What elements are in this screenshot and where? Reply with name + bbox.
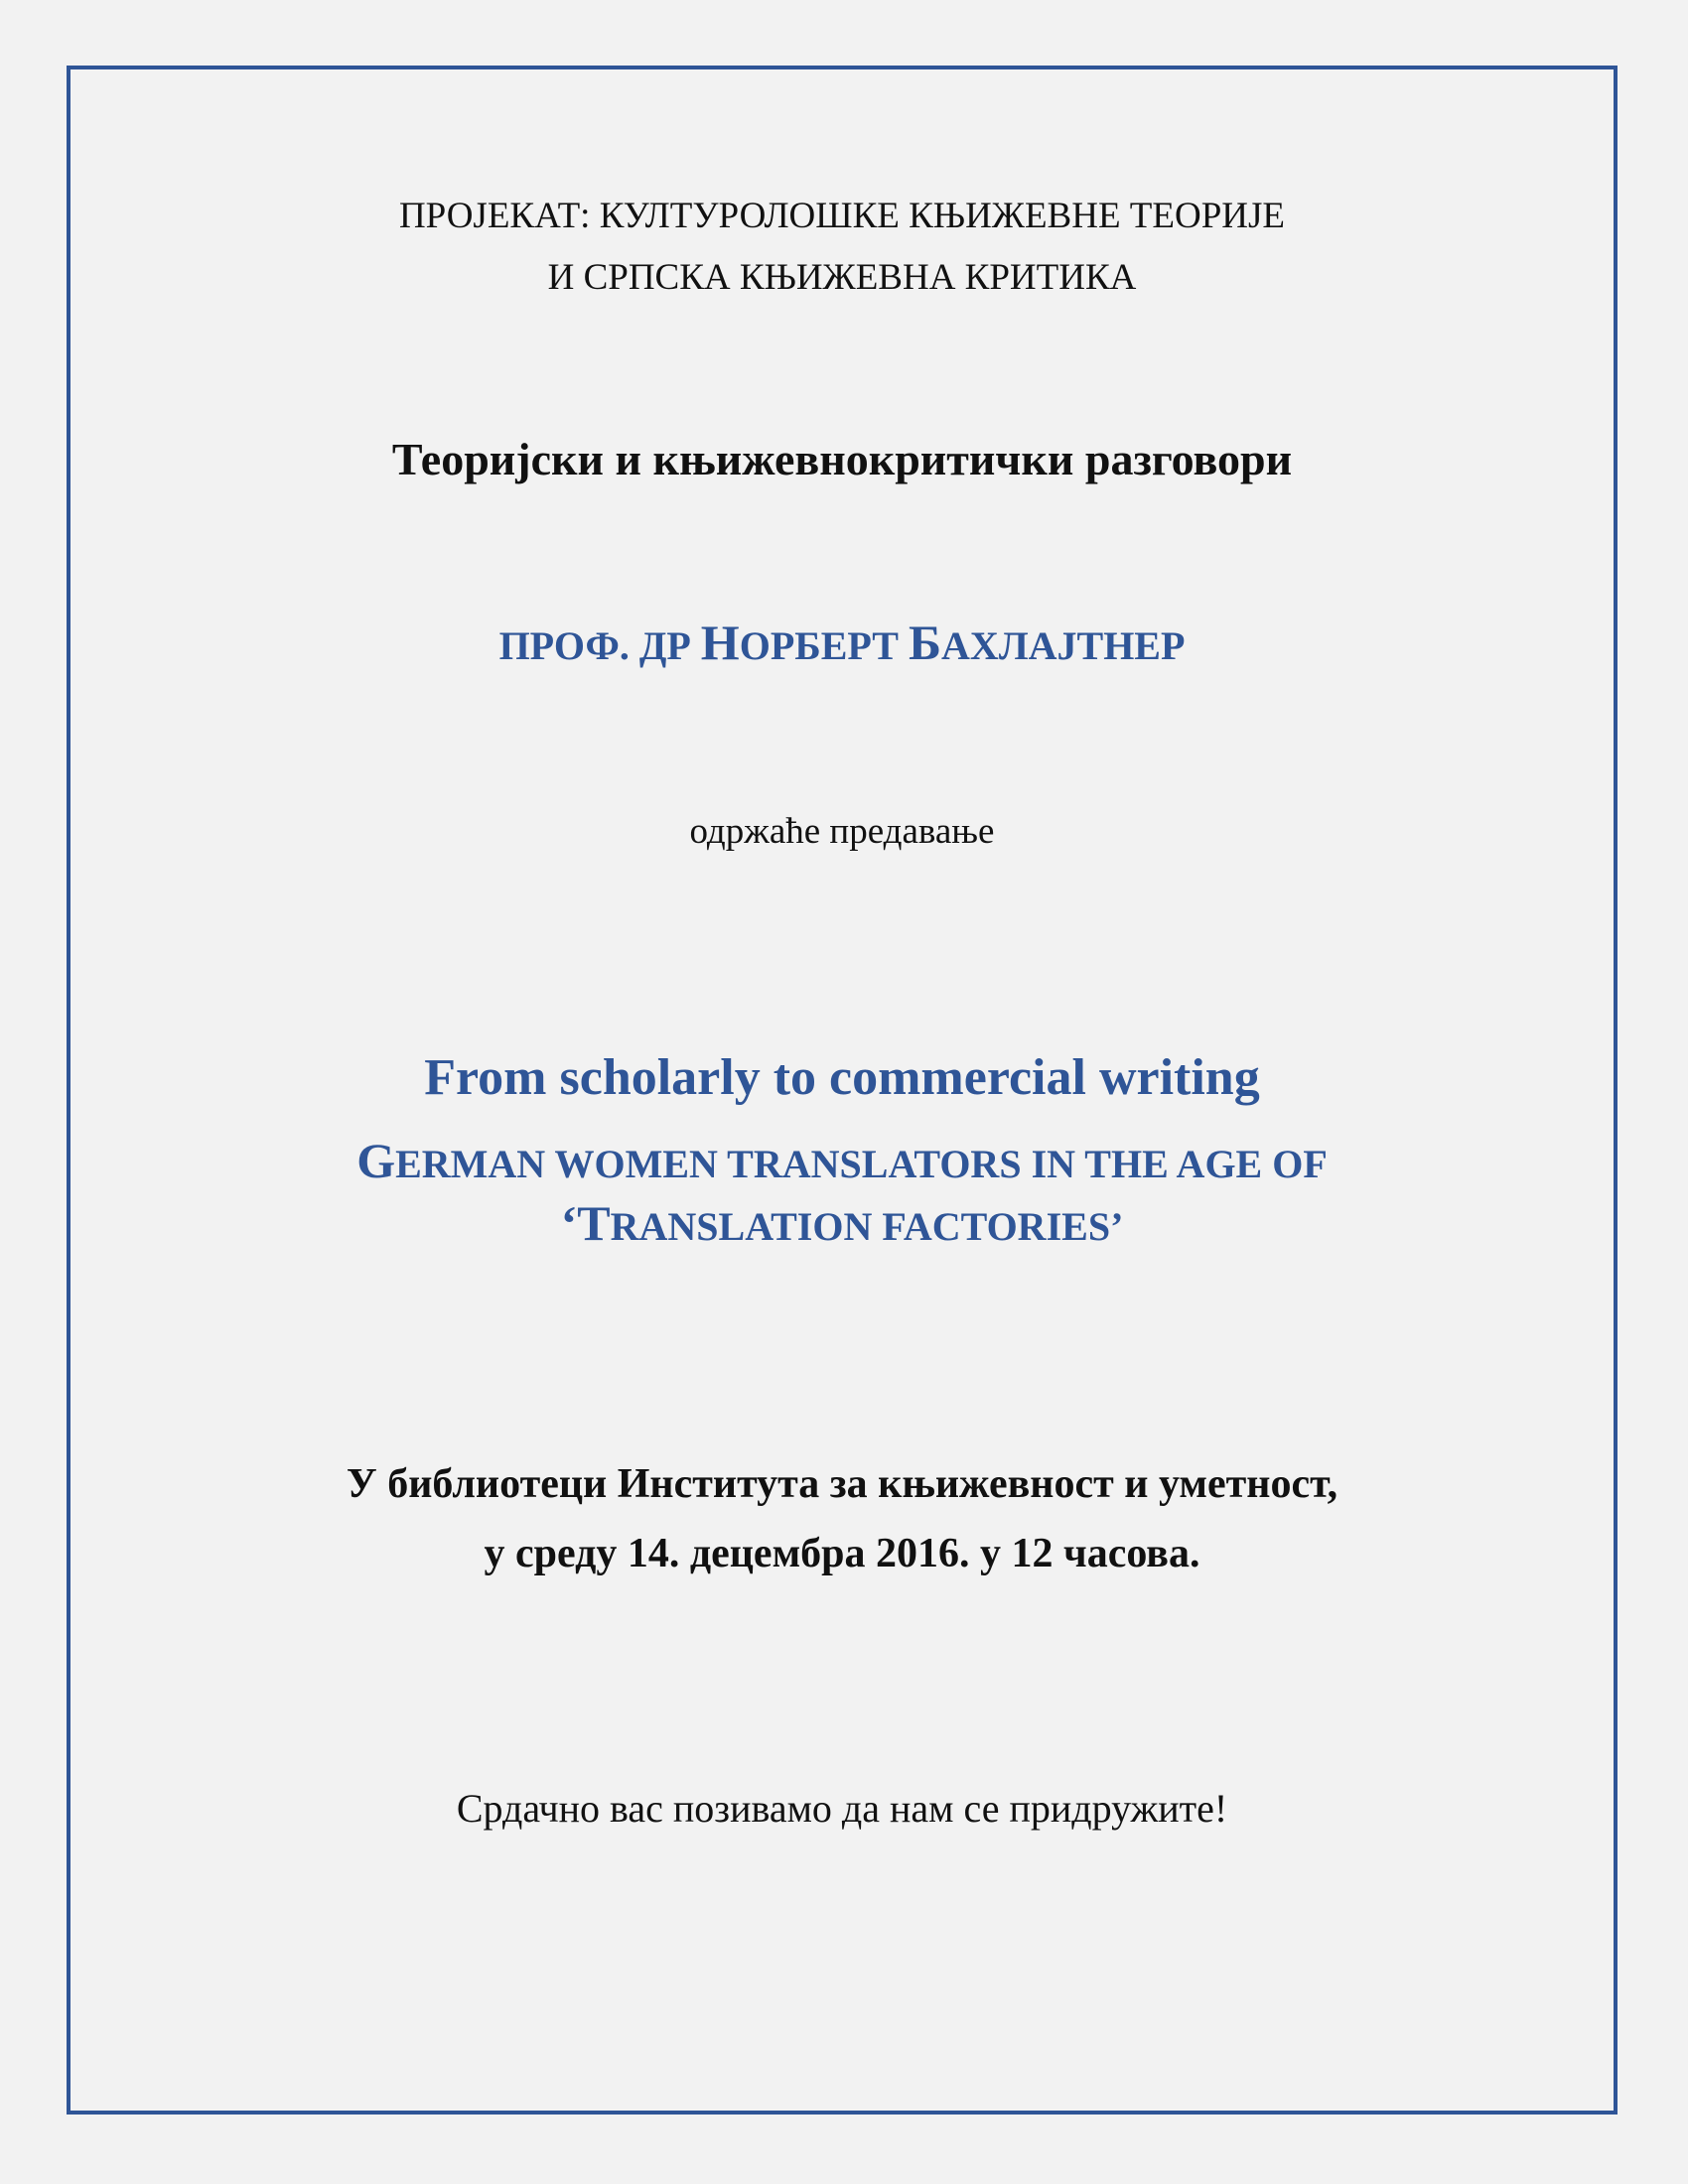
speaker-last-initial: Б (908, 614, 942, 670)
project-title-line1: ПРОЈЕКАТ: КУЛТУРОЛОШКЕ КЊИЖЕВНЕ ТЕОРИЈЕ (398, 196, 1286, 236)
subtitle-line2-initial: T (577, 1195, 611, 1251)
subtitle-line1-rest: ERMAN WOMEN TRANSLATORS IN THE AGE OF (395, 1142, 1328, 1186)
invitation-text: Срдачно вас позивамо да нам се придружите! (456, 1786, 1228, 1831)
venue-line2: у среду 14. децембра 2016. у 12 часова. (484, 1531, 1200, 1576)
lecture-title: From scholarly to commercial writing (424, 1049, 1260, 1106)
speaker-name (67, 614, 1618, 671)
speaker-first-rest: ОРБЕРТ (739, 623, 909, 668)
lecture-subtitle-line1 (67, 1130, 1618, 1195)
speaker-prefix: ПРОФ. ДР (498, 623, 701, 668)
lecture-subtitle-line2 (67, 1192, 1618, 1258)
series-title: Теоријски и књижевнокритички разговори (391, 434, 1293, 484)
project-title-line2: И СРПСКА КЊИЖЕВНА КРИТИКА (547, 257, 1137, 298)
speaker-last-rest: АХЛАЈТНЕР (941, 623, 1186, 668)
venue-line1: У библиотеци Института за књижевност и уметност, (346, 1461, 1338, 1507)
subtitle-line2-rest: RANSLATION FACTORIES’ (610, 1204, 1124, 1249)
subtitle-line2-open-quote: ‘ (560, 1195, 578, 1251)
subtitle-line1-initial: G (356, 1133, 396, 1188)
announcement: одржаће предавање (689, 811, 995, 852)
speaker-first-initial: Н (700, 614, 740, 670)
